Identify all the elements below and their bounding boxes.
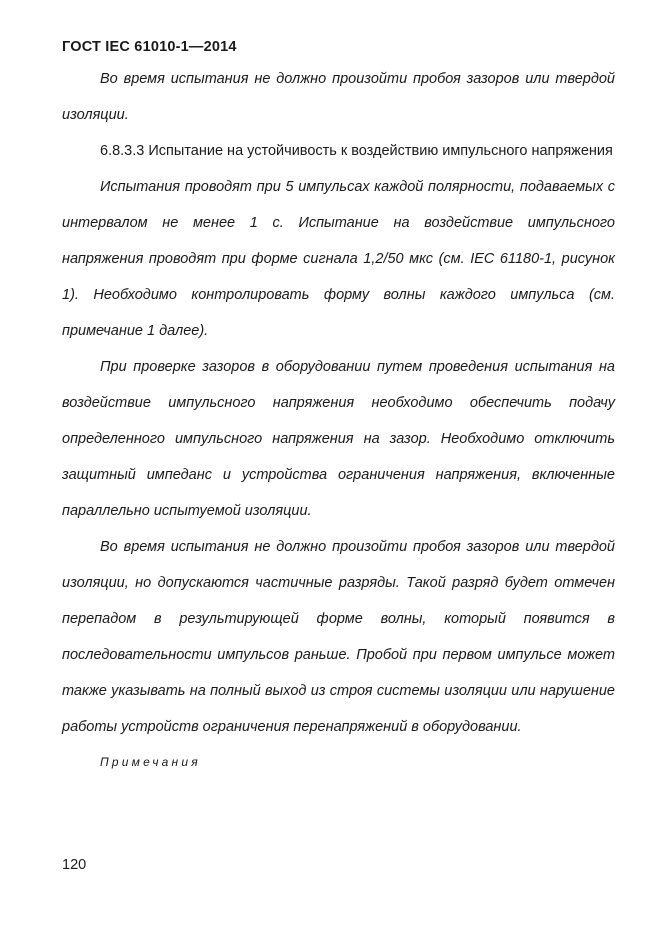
paragraph-partial-discharge: Во время испытания не должно произойти пробоя зазоров или твердой изоляции, но допускаются частичные разряды. Такой разряд будет отмечен перепадом в результирующей форме волны, который появится в последовательности импульсов раньше. Пробой при первом импульсе может также указывать на полный выход из строя системы изоляции или нарушение работы устройств ограничения перенапряжений в оборудовании. bbox=[62, 539, 615, 735]
paragraph-test-procedure: Испытания проводят при 5 импульсах каждой полярности, подаваемых с интервалом не менее 1 с. Испытание на воздействие импульсного напряжения проводят при форме сигнала 1,2/50 мкс (см. IEC 61180-1, рисунок 1). Необходимо контролировать форму волны каждого импульса (см. примечание 1 далее). bbox=[62, 179, 615, 339]
section-heading-6-8-3-3: 6.8.3.3 Испытание на устойчивость к воздействию импульсного напряжения bbox=[100, 143, 613, 159]
paragraph-breakdown-requirement: Во время испытания не должно произойти пробоя зазоров или твердой изоляции. bbox=[62, 71, 615, 123]
paragraph-clearance-check: При проверке зазоров в оборудовании путем проведения испытания на воздействие импульсного напряжения необходимо обеспечить подачу определенного импульсного напряжения на зазор. Необходимо отключить защитный импеданс и устройства ограничения напряжения, включенные параллельно испытуемой изоляции. bbox=[62, 359, 615, 519]
standard-header: ГОСТ IEC 61010-1—2014 bbox=[62, 39, 237, 55]
document-body bbox=[62, 61, 615, 779]
page-number: 120 bbox=[62, 857, 87, 873]
notes-heading: Примечания bbox=[100, 755, 201, 769]
